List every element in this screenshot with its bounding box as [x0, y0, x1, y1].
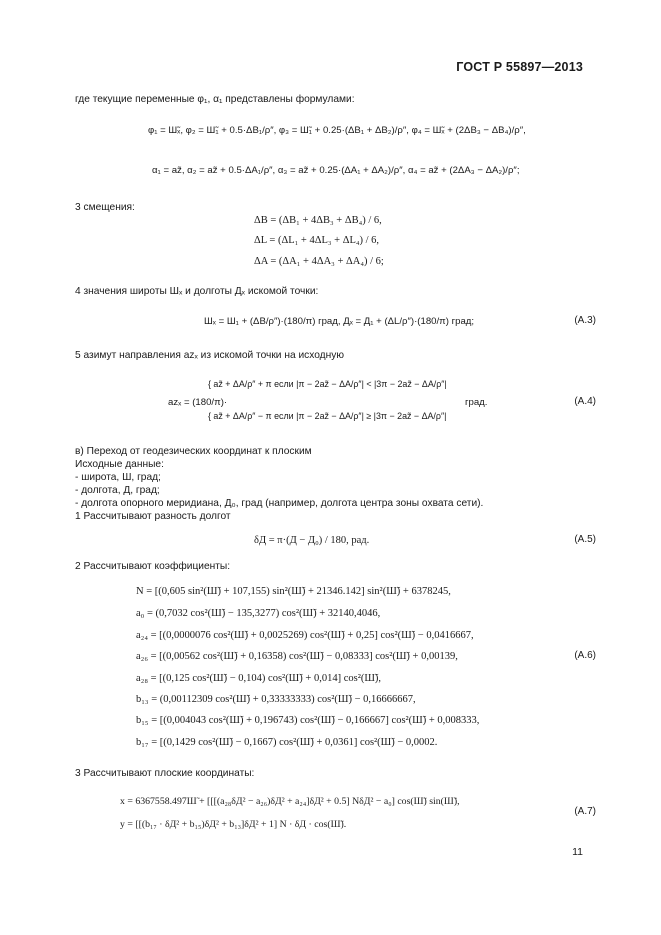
coefficient-b15: b₁₅ = [(0,004043 cos²(Ш̃) + 0,196743) cos²(Ш̃) − 0,166667] cos²(Ш̃) + 0,008333,	[136, 715, 480, 726]
section-v-heading: в) Переход от геодезических координат к плоским	[75, 446, 312, 457]
coefficient-b13: b₁₃ = (0,00112309 cos²(Ш̃) + 0,33333333) cos²(Ш̃) − 0,16666667,	[136, 694, 416, 705]
equation-number-a4: (А.4)	[574, 396, 596, 407]
equation-a4-case-2: { az̃ + ΔA/ρ″ − π если |π − 2az̃ − ΔA/ρ″| ≥ |3π − 2az̃ − ΔA/ρ″|	[208, 411, 447, 421]
equation-y: y = [[(b₁₇ · δД² + b₁₅)δД² + b₁₃]δД² + 1] N · δД · cos(Ш̃).	[120, 819, 347, 830]
equation-a3: Шₓ = Ш₁ + (ΔB/ρ″)·(180/π) град, Дₓ = Д₁ + (ΔL/ρ″)·(180/π) град;	[204, 316, 475, 327]
input-item-reference-meridian: - долгота опорного меридиана, Д₀, град (например, долгота центра зоны охвата сети).	[75, 498, 484, 509]
step1-heading: 1 Рассчитывают разность долгот	[75, 511, 231, 522]
intro-text: где текущие переменные φ₁, α₁ представлены формулами:	[75, 94, 355, 105]
equation-x: x = 6367558.497Ш̃ + [[[(a₂₈δД² − a₂₆)δД² + a₂₄]δД² + 0.5] NδД² − a₀] cos(Ш̃) sin(Ш̃),	[120, 796, 460, 807]
shift-l-formula: ΔL = (ΔL₁ + 4ΔL₃ + ΔL₄) / 6,	[254, 235, 380, 246]
standard-header: ГОСТ Р 55897—2013	[456, 60, 583, 74]
coefficient-a26: a₂₆ = [(0,00562 cos²(Ш̃) + 0,16358) cos²(Ш̃) − 0,08333] cos²(Ш̃) + 0,00139,	[136, 651, 458, 662]
coefficient-a24: a₂₄ = [(0,0000076 cos²(Ш̃) + 0,0025269) cos²(Ш̃) + 0,25] cos²(Ш̃) − 0,0416667,	[136, 630, 474, 641]
step3-heading: 3 смещения:	[75, 202, 135, 213]
step4-heading: 4 значения широты Шₓ и долготы Дₓ искомой точки:	[75, 286, 319, 297]
equation-a4-case-1: { az̃ + ΔA/ρ″ + π если |π − 2az̃ − ΔA/ρ″| < |3π − 2az̃ − ΔA/ρ″|	[208, 379, 447, 389]
equation-a4-unit: град.	[465, 397, 488, 408]
input-item-latitude: - широта, Ш, град;	[75, 472, 161, 483]
equation-number-a7: (А.7)	[574, 806, 596, 817]
phi-formula: φ₁ = Ш̃ₓ, φ₂ = Ш̃₁ + 0.5·ΔB₁/ρ″, φ₃ = Ш̃₁ + 0.25·(ΔB₁ + ΔB₂)/ρ″, φ₄ = Ш̃ₓ + (2ΔB₃ − ΔB₄)/ρ″,	[148, 125, 526, 136]
coefficient-a0: a₀ = (0,7032 cos²(Ш̃) − 135,3277) cos²(Ш̃) + 32140,4046,	[136, 608, 381, 619]
shift-a-formula: ΔA = (ΔA₁ + 4ΔA₃ + ΔA₄) / 6;	[254, 256, 384, 267]
page-number: 11	[572, 846, 583, 858]
input-data-title: Исходные данные:	[75, 459, 164, 470]
equation-number-a3: (А.3)	[574, 315, 596, 326]
alpha-formula: α₁ = az̃, α₂ = az̃ + 0.5·ΔA₁/ρ″, α₃ = az̃ + 0.25·(ΔA₁ + ΔA₂)/ρ″, α₄ = az̃ + (2ΔA₃ − ΔA₂)/ρ″;	[152, 165, 520, 176]
equation-number-a6: (А.6)	[574, 650, 596, 661]
coefficient-a28: a₂₈ = [(0,125 cos²(Ш̃) − 0,104) cos²(Ш̃) + 0,014] cos²(Ш̃),	[136, 673, 382, 684]
step3-coords-heading: 3 Рассчитывают плоские координаты:	[75, 768, 255, 779]
coefficient-b17: b₁₇ = [(0,1429 cos²(Ш̃) − 0,1667) cos²(Ш̃) + 0,0361] cos²(Ш̃) − 0,0002.	[136, 737, 438, 748]
equation-a5: δД = π·(Д − Д₀) / 180, рад.	[254, 535, 370, 546]
step2-heading: 2 Рассчитывают коэффициенты:	[75, 561, 231, 572]
step5-heading: 5 азимут направления azₓ из искомой точки на исходную	[75, 350, 344, 361]
coefficient-n: N = [(0,605 sin²(Ш̃) + 107,155) sin²(Ш̃) + 21346.142] sin²(Ш̃) + 6378245,	[136, 586, 451, 597]
equation-a4-lhs: azₓ = (180/π)·	[168, 397, 228, 408]
input-item-longitude: - долгота, Д, град;	[75, 485, 160, 496]
shift-b-formula: ΔB = (ΔB₁ + 4ΔB₃ + ΔB₄) / 6,	[254, 215, 382, 226]
equation-number-a5: (А.5)	[574, 534, 596, 545]
